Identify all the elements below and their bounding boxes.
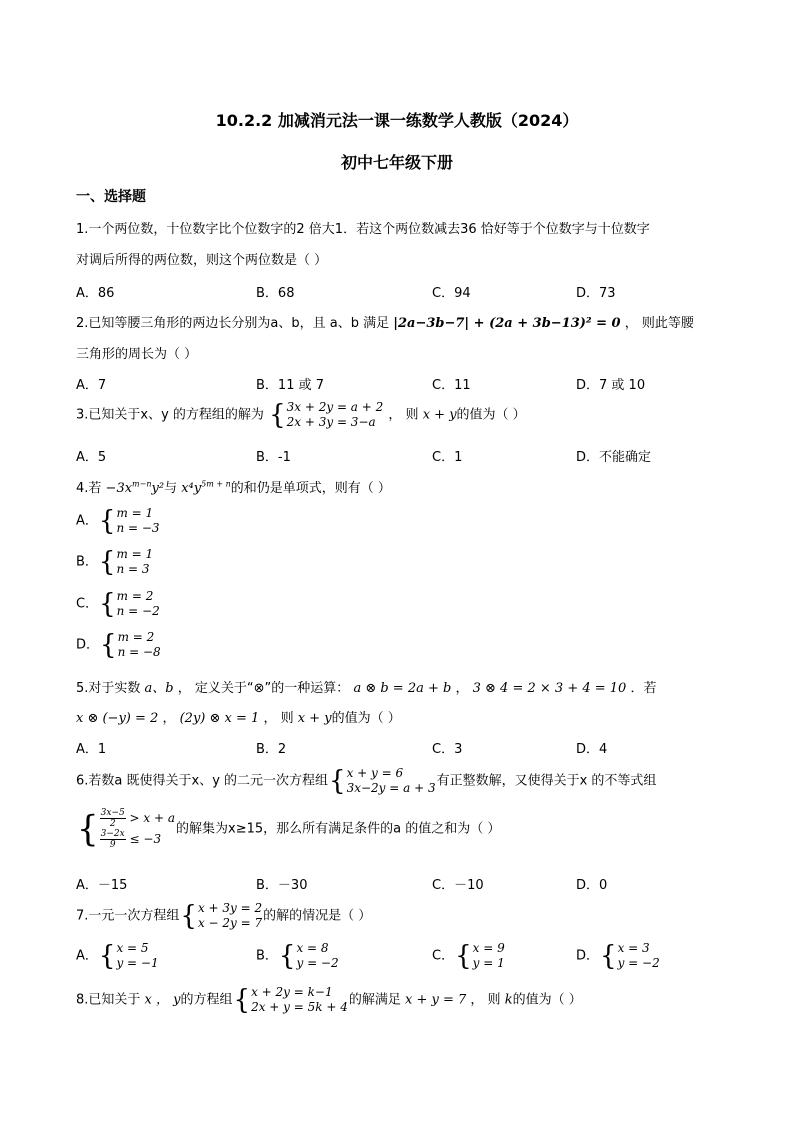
q2-option-c[interactable]: C．11	[432, 378, 471, 393]
q4-option-d[interactable]: D． { m = 2 n = −8	[76, 629, 161, 661]
question-2-line-2: 三角形的周长为（ ）	[76, 347, 198, 362]
q4-option-a[interactable]: A． { m = 1 n = −3	[76, 505, 160, 537]
section-heading: 一、选择题	[76, 189, 146, 205]
q3-option-b[interactable]: B．-1	[256, 450, 291, 465]
q5-option-a[interactable]: A．1	[76, 742, 107, 757]
question-3	[76, 400, 526, 430]
q6-option-b[interactable]: B．－30	[256, 878, 308, 893]
circled-times-operator: ⊗	[253, 681, 265, 696]
q6-option-d[interactable]: D．0	[576, 878, 608, 893]
q5-option-b[interactable]: B．2	[256, 742, 287, 757]
q3-equation-1: 3x + 2y = a + 2	[286, 400, 384, 414]
q7-equation-system: { x + 3y = 2 x − 2y = 7	[180, 900, 263, 932]
q3-option-c[interactable]: C．1	[432, 450, 463, 465]
q1-option-a[interactable]: A．86	[76, 286, 115, 301]
question-5-line-2: x ⊗ (−y) = 2 ， (2y) ⊗ x = 1 ， 则 x + y的值为（ ）	[76, 711, 401, 726]
q3-text-post: 的值为（ ）	[456, 407, 526, 423]
question-6-line-1: 6.若数a 既使得关于x、y 的二元一次方程组 { x + y = 6 3x−2y = a + 3 有正整数解，又使得关于x 的不等式组	[76, 765, 657, 797]
q7-option-c[interactable]: C． { x = 9 y = 1	[432, 940, 505, 972]
question-1-line-2: 对调后所得的两位数，则这个两位数是（ ）	[76, 253, 328, 268]
q4-text-pre: 4.若	[76, 481, 102, 496]
question-4	[76, 477, 391, 496]
q8-equation-system: { x + 2y = k−1 2x + y = 5k + 4	[233, 984, 348, 1016]
q2-text-pre: 2.已知等腰三角形的两边长分别为a、b，且 a、b 满足	[76, 316, 390, 331]
q5-option-d[interactable]: D．4	[576, 742, 608, 757]
q3-option-a[interactable]: A．5	[76, 450, 107, 465]
q7-option-a[interactable]: A． { x = 5 y = −1	[76, 940, 159, 972]
q4-text-mid: 与	[164, 481, 178, 496]
q6-option-c[interactable]: C．－10	[432, 878, 484, 893]
question-8: 8.已知关于 x ， y的方程组 { x + 2y = k−1 2x + y = 5k + 4 的解满足 x + y = 7 ， 则 k的值为（ ）	[76, 984, 582, 1016]
q3-equation-system: { 3x + 2y = a + 2 2x + 3y = 3−a	[269, 399, 384, 431]
q6-option-a[interactable]: A．－15	[76, 878, 128, 893]
q2-math-condition: |2a−3b−7| + (2a + 3b−13)² = 0	[393, 316, 621, 331]
question-1-line-1: 1.一个两位数，十位数字比个位数字的2 倍大1．若这个两位数减去36 恰好等于个位数字与十位数字	[76, 222, 650, 237]
q7-option-d[interactable]: D． { x = 3 y = −2	[576, 940, 660, 972]
q4-term-2: $x^4y^{5m + n}$	[181, 479, 231, 496]
question-5-line-1: 5.对于实数 a、b ， 定义关于“⊗”的一种运算： a ⊗ b = 2a + b ， 3 ⊗ 4 = 2 × 3 + 4 = 10 ．若	[76, 681, 657, 696]
q6-equation-system: { x + y = 6 3x−2y = a + 3	[329, 765, 436, 797]
q4-option-b[interactable]: B． { m = 1 n = 3	[76, 546, 154, 578]
q2-option-d[interactable]: D．7 或 10	[576, 378, 646, 393]
question-7: 7.一元一次方程组 { x + 3y = 2 x − 2y = 7 的解的情况是（ ）	[76, 900, 372, 932]
q4-option-c[interactable]: C． { m = 2 n = −2	[76, 588, 160, 620]
question-2-line-1	[76, 312, 694, 331]
q2-option-a[interactable]: A．7	[76, 378, 107, 393]
q6-inequality-system: { $\frac{3x-5}{2}$ > x + a $\frac{3-2x}{9}$ ≤ −3	[77, 808, 176, 850]
q3-option-d[interactable]: D．不能确定	[576, 450, 652, 465]
q2-option-b[interactable]: B．11 或 7	[256, 378, 324, 393]
q5-option-c[interactable]: C．3	[432, 742, 463, 757]
q4-term-1: $-3x^{m-n}y^2$	[105, 479, 165, 496]
page-title: 10.2.2 加减消元法一课一练数学人教版（2024）	[215, 111, 579, 130]
q1-option-d[interactable]: D．73	[576, 286, 616, 301]
q4-text-post: 的和仍是单项式，则有（ ）	[230, 481, 391, 496]
q3-equation-2: 2x + 3y = 3−a	[286, 415, 376, 429]
page-subtitle: 初中七年级下册	[340, 153, 453, 172]
q3-expression: x + y	[422, 407, 457, 423]
q7-option-b[interactable]: B． { x = 8 y = −2	[256, 940, 339, 972]
q3-text-pre: 3.已知关于x、y 的方程组的解为	[76, 407, 264, 423]
q1-option-c[interactable]: C．94	[432, 286, 471, 301]
question-6-line-2: { $\frac{3x-5}{2}$ > x + a $\frac{3-2x}{9}$ ≤ −3 的解集为x≥15，那么所有满足条件的a 的值之和为（ ）	[77, 808, 501, 850]
q3-text-then: ， 则	[388, 407, 419, 423]
q1-option-b[interactable]: B．68	[256, 286, 295, 301]
q2-text-post: ， 则此等腰	[624, 316, 694, 331]
